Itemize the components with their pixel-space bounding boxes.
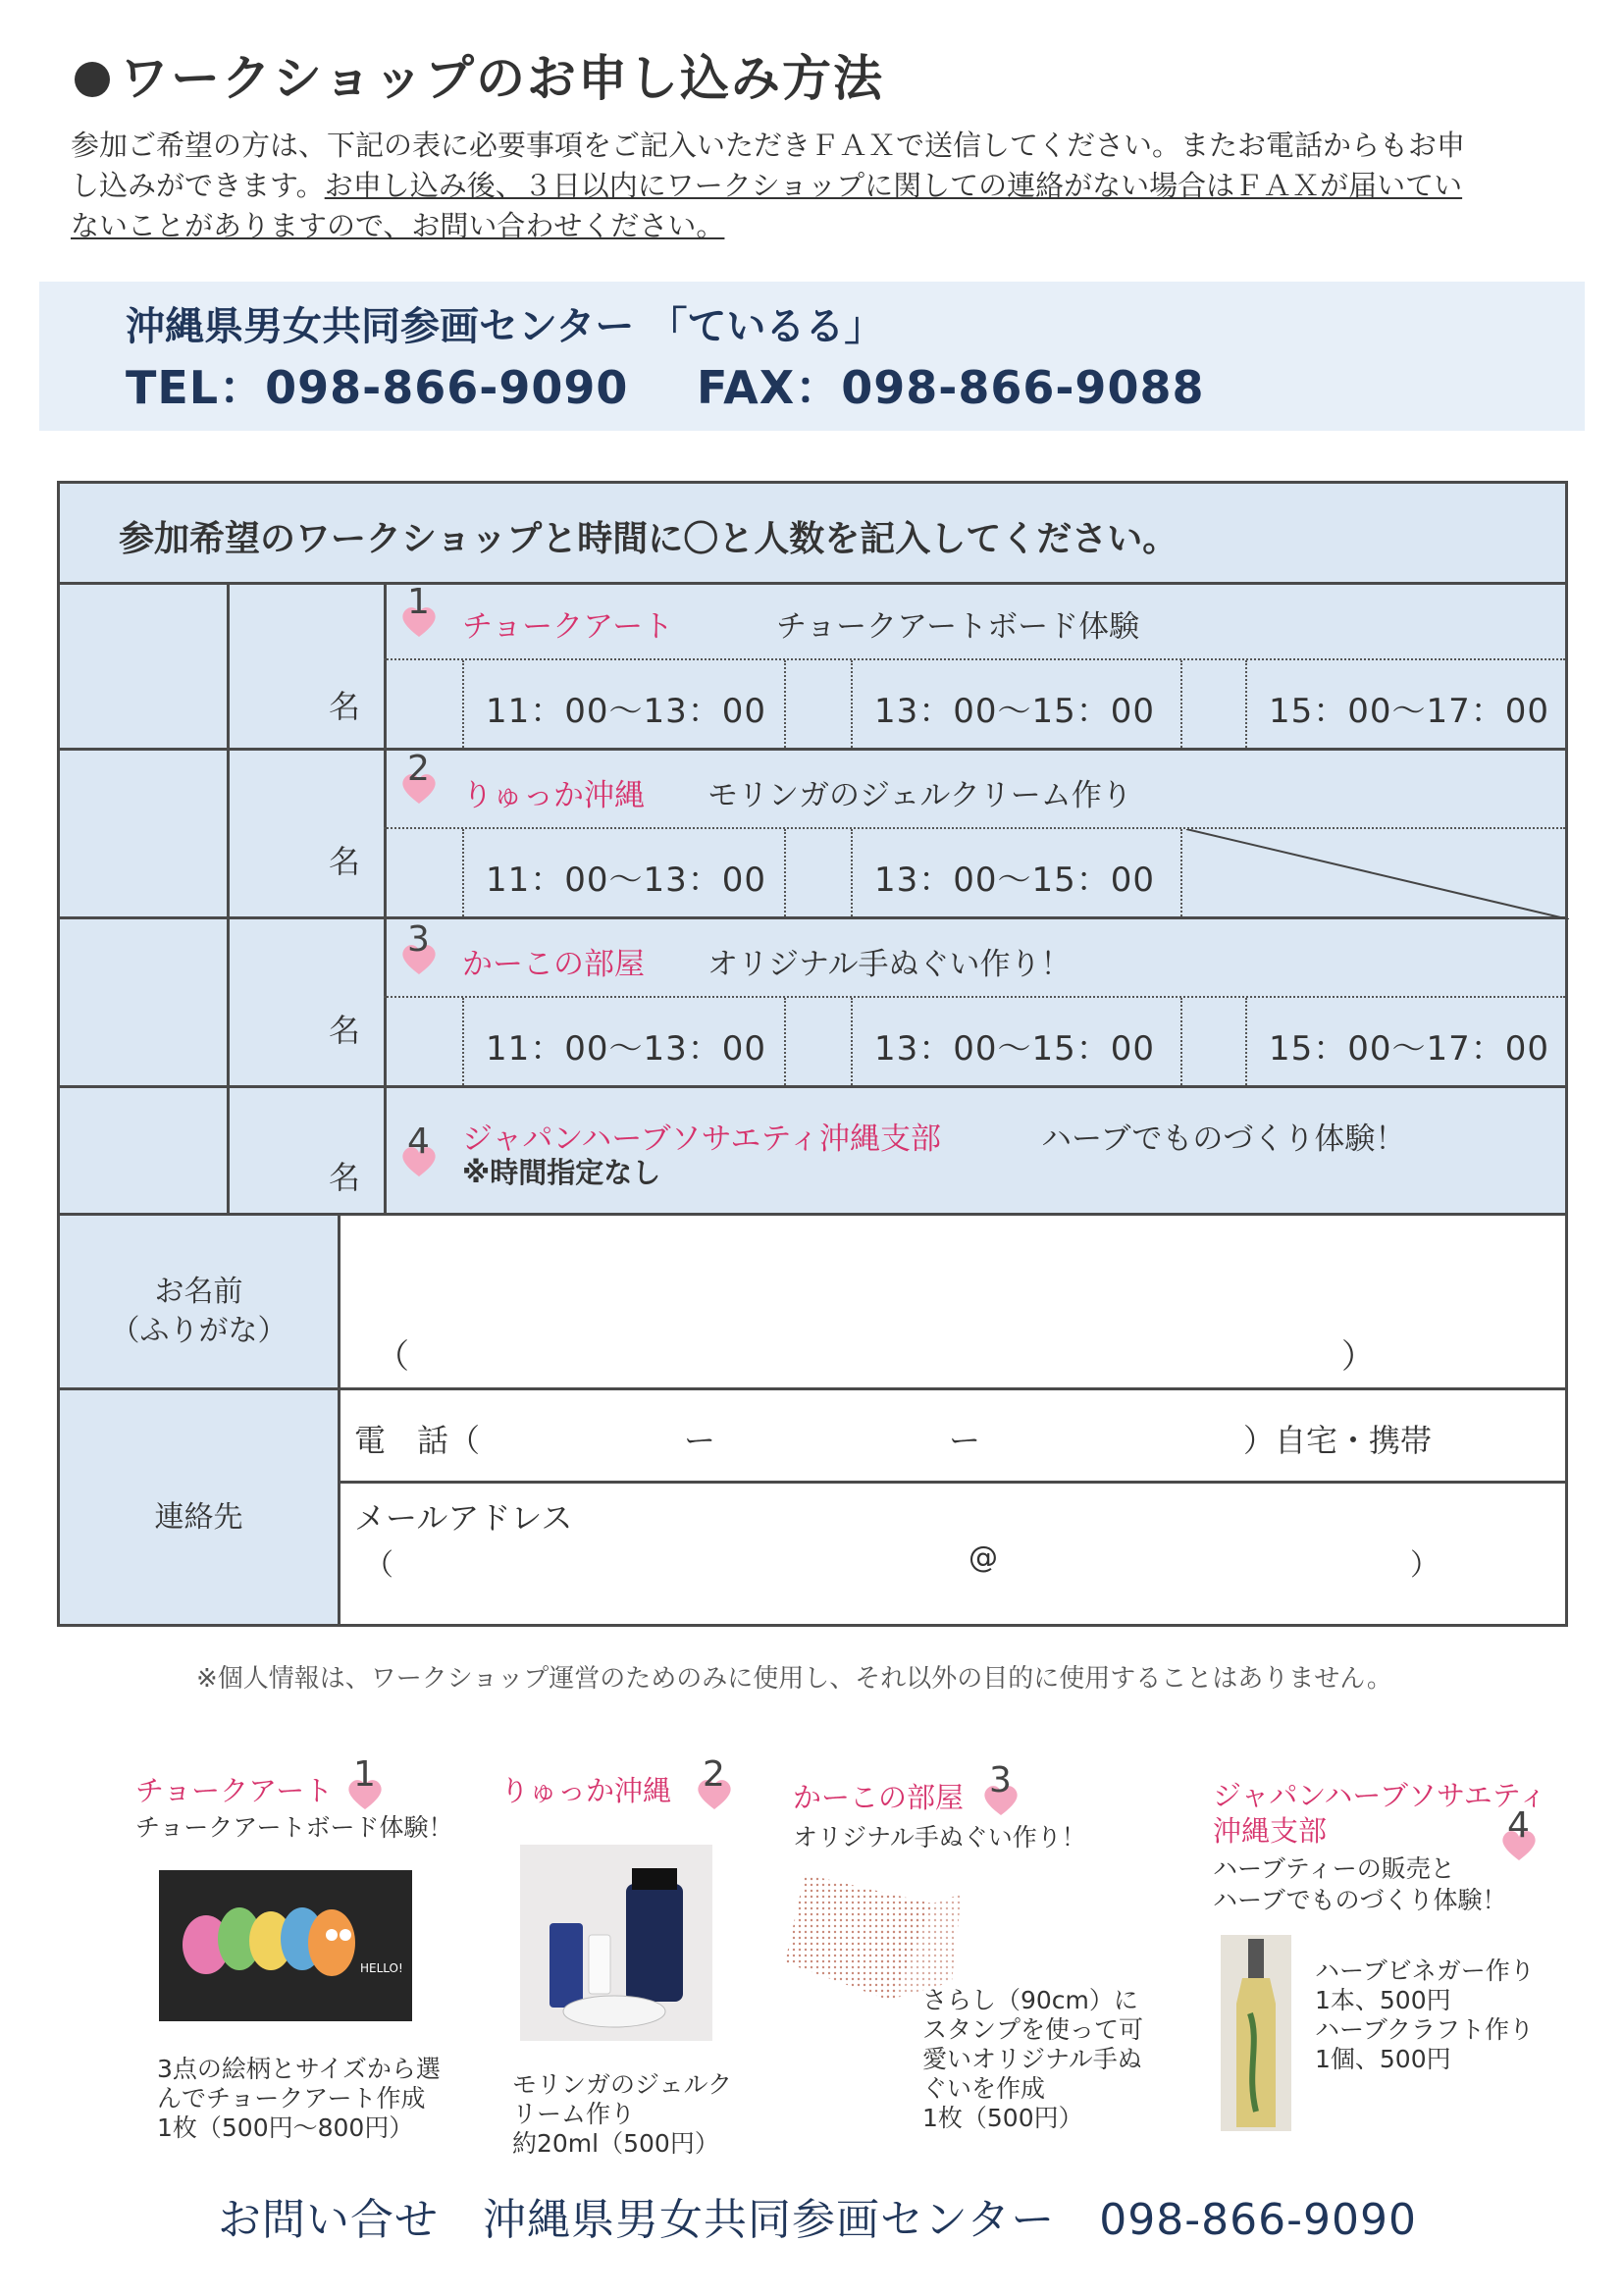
count-cell[interactable] — [60, 1088, 230, 1213]
time-slot[interactable]: 13：00〜15：00 — [851, 829, 1182, 916]
workshop-row-3: 名 3 かーこの部屋 オリジナル手ぬぐい作り！ 11：00〜13：00 13：00〜15：00 15：00〜17：00 — [60, 919, 1565, 1088]
people-cell[interactable]: 名 — [227, 919, 387, 1085]
time-slot[interactable]: 11：00〜13：00 — [462, 660, 786, 748]
time-slot[interactable]: 15：00〜17：00 — [1245, 660, 1569, 748]
time-slot[interactable]: 13：00〜15：00 — [851, 998, 1182, 1085]
contact-row: 連絡先 電 話（ ー ー ）自宅・携帯 メールアドレス （ @ ） — [60, 1390, 1565, 1624]
bullet-icon — [75, 62, 110, 97]
heart-icon: 1 — [399, 603, 439, 639]
privacy-note: ※個人情報は、ワークショップ運営のためのみに使用し、それ以外の目的に使用することはありません。 — [196, 1664, 1392, 1694]
fax-number: FAX：098-866-9088 — [697, 361, 1205, 414]
svg-text:HELLO!: HELLO! — [360, 1961, 403, 1975]
workshop-row-2: 名 2 りゅっか沖縄 モリンガのジェルクリーム作り 11：00〜13：00 13：00〜15：00 — [60, 751, 1565, 919]
application-form — [57, 481, 1568, 1627]
count-cell[interactable] — [60, 751, 230, 916]
heart-icon: 3 — [981, 1782, 1021, 1817]
page-title: ワークショップのお申し込み方法 — [75, 39, 884, 110]
heart-icon: 2 — [399, 770, 439, 806]
heart-icon: 1 — [345, 1776, 385, 1811]
moringa-photo — [520, 1845, 712, 2041]
heart-icon: 4 — [399, 1143, 439, 1178]
form-instruction: 参加希望のワークショップと時間に〇と人数を記入してください。 — [60, 484, 1565, 585]
name-row: お名前 （ふりがな） （ ） — [60, 1216, 1565, 1390]
intro-text: 参加ご希望の方は、下記の表に必要事項をご記入いただきＦＡＸで送信してください。またお電話からもお申 し込みができます。お申し込み後、３日以内にワークショップに関しての連絡がない場合はＦＡＸが届いてい ないことがありますので、お問い合わせください。 — [71, 129, 1466, 242]
people-cell[interactable]: 名 — [227, 582, 387, 748]
footer-contact: お問い合せ 沖縄県男女共同参画センター 098-866-9090 — [218, 2195, 1417, 2245]
count-cell[interactable] — [60, 919, 230, 1085]
workshop-row-1: 名 1 チョークアート チョークアートボード体験 11：00〜13：00 13：00〜15：00 15：00〜17：00 — [60, 582, 1565, 751]
time-slot[interactable]: 13：00〜15：00 — [851, 660, 1182, 748]
tel-number: TEL：098-866-9090 — [126, 361, 629, 414]
email-field[interactable]: メールアドレス （ @ ） — [340, 1484, 1565, 1624]
people-cell[interactable]: 名 — [227, 751, 387, 916]
chalk-art-photo — [159, 1870, 412, 2021]
time-slot[interactable]: 11：00〜13：00 — [462, 829, 786, 916]
herb-vinegar-photo — [1221, 1935, 1291, 2131]
org-name: 沖縄県男女共同参画センター 「ているる」 — [126, 304, 884, 349]
workshop-row-4: 名 4 ジャパンハーブソサエティ沖縄支部 ハーブでものづくり体験！ ※時間指定なし — [60, 1088, 1565, 1216]
unavailable-slot — [1182, 829, 1569, 916]
heart-icon: 4 — [1499, 1827, 1539, 1862]
count-cell[interactable] — [60, 582, 230, 748]
phone-field[interactable]: 電 話（ ー ー ）自宅・携帯 — [340, 1390, 1565, 1484]
time-slot[interactable]: 11：00〜13：00 — [462, 998, 786, 1085]
heart-icon: 2 — [695, 1776, 734, 1811]
heart-icon: 3 — [399, 941, 439, 976]
time-slot[interactable]: 15：00〜17：00 — [1245, 998, 1569, 1085]
contact-band — [39, 282, 1585, 431]
name-field[interactable]: （ ） — [340, 1216, 1565, 1387]
people-cell[interactable]: 名 — [227, 1088, 387, 1213]
